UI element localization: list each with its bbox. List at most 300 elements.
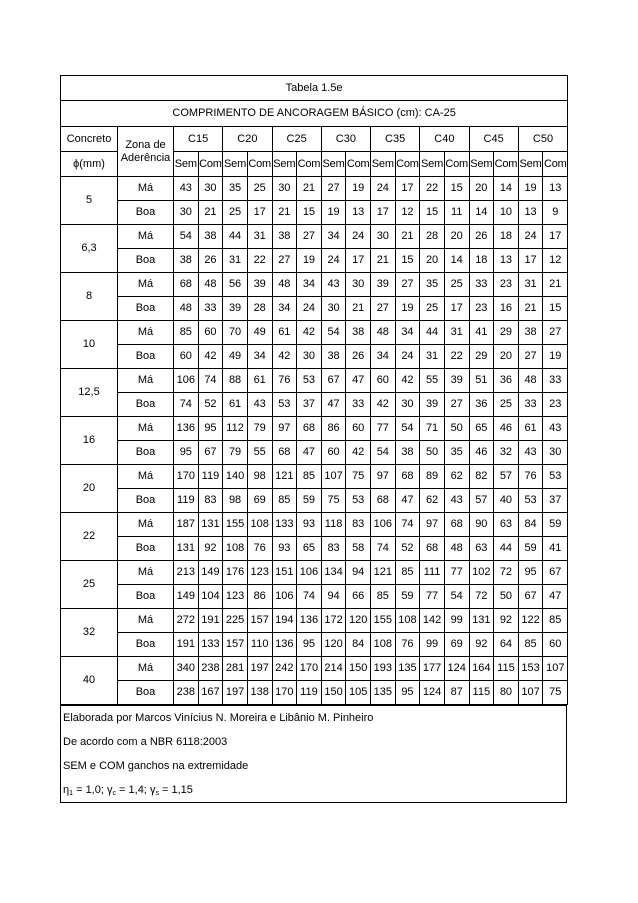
value-cell: 63: [469, 537, 494, 561]
value-cell: 20: [444, 225, 469, 249]
zone-cell: Boa: [118, 489, 174, 513]
table-row: [61, 489, 568, 513]
value-cell: 131: [198, 513, 223, 537]
value-cell: 24: [346, 225, 371, 249]
value-cell: 72: [469, 585, 494, 609]
bar-diameter-cell: 40: [61, 657, 118, 705]
value-cell: 34: [321, 225, 346, 249]
class-header: C15: [174, 127, 223, 152]
value-cell: 30: [371, 225, 396, 249]
value-cell: 164: [469, 657, 494, 681]
value-cell: 39: [371, 273, 396, 297]
value-cell: 38: [174, 249, 199, 273]
value-cell: 131: [469, 609, 494, 633]
value-cell: 54: [321, 321, 346, 345]
table-row: [61, 513, 568, 537]
value-cell: 25: [494, 393, 519, 417]
value-cell: 85: [543, 609, 568, 633]
value-cell: 53: [346, 489, 371, 513]
value-cell: 28: [247, 297, 272, 321]
value-cell: 46: [469, 441, 494, 465]
zone-cell: Má: [118, 369, 174, 393]
value-cell: 62: [444, 465, 469, 489]
zone-cell: Má: [118, 177, 174, 201]
value-cell: 60: [371, 369, 396, 393]
value-cell: 74: [198, 369, 223, 393]
value-cell: 119: [174, 489, 199, 513]
value-cell: 177: [420, 657, 445, 681]
table-row: [61, 225, 568, 249]
value-cell: 72: [494, 561, 519, 585]
value-cell: 74: [297, 585, 322, 609]
value-cell: 13: [494, 249, 519, 273]
value-cell: 40: [494, 489, 519, 513]
zone-cell: Má: [118, 417, 174, 441]
value-cell: 136: [174, 417, 199, 441]
value-cell: 44: [420, 321, 445, 345]
value-cell: 43: [247, 393, 272, 417]
value-cell: 136: [297, 609, 322, 633]
value-cell: 58: [346, 537, 371, 561]
anchorage-table: [60, 75, 568, 705]
value-cell: 157: [247, 609, 272, 633]
value-cell: 85: [371, 585, 396, 609]
value-cell: 59: [297, 489, 322, 513]
value-cell: 74: [174, 393, 199, 417]
value-cell: 29: [494, 321, 519, 345]
value-cell: 46: [494, 417, 519, 441]
value-cell: 121: [371, 561, 396, 585]
value-cell: 106: [272, 585, 297, 609]
zone-cell: Má: [118, 561, 174, 585]
value-cell: 27: [297, 225, 322, 249]
value-cell: 170: [174, 465, 199, 489]
value-cell: 19: [321, 201, 346, 225]
value-cell: 214: [321, 657, 346, 681]
value-cell: 52: [198, 393, 223, 417]
value-cell: 20: [494, 345, 519, 369]
value-cell: 30: [272, 177, 297, 201]
value-cell: 97: [272, 417, 297, 441]
value-cell: 38: [518, 321, 543, 345]
value-cell: 36: [494, 369, 519, 393]
value-cell: 90: [469, 513, 494, 537]
value-cell: 30: [297, 345, 322, 369]
value-cell: 17: [518, 249, 543, 273]
value-cell: 272: [174, 609, 199, 633]
value-cell: 15: [395, 249, 420, 273]
value-cell: 28: [420, 225, 445, 249]
value-cell: 25: [223, 201, 248, 225]
value-cell: 16: [494, 297, 519, 321]
value-cell: 89: [420, 465, 445, 489]
value-cell: 21: [198, 201, 223, 225]
class-header: C45: [469, 127, 518, 152]
value-cell: 56: [223, 273, 248, 297]
sem-header: Sem: [272, 152, 297, 177]
value-cell: 43: [444, 489, 469, 513]
value-cell: 83: [321, 537, 346, 561]
value-cell: 47: [395, 489, 420, 513]
table-row: [61, 537, 568, 561]
com-header: Com: [543, 152, 568, 177]
value-cell: 82: [469, 465, 494, 489]
value-cell: 17: [444, 297, 469, 321]
value-cell: 68: [444, 513, 469, 537]
table-row: [61, 249, 568, 273]
value-cell: 67: [321, 369, 346, 393]
class-header: C25: [272, 127, 321, 152]
value-cell: 123: [247, 561, 272, 585]
value-cell: 61: [223, 393, 248, 417]
value-cell: 85: [395, 561, 420, 585]
value-cell: 133: [272, 513, 297, 537]
value-cell: 133: [198, 633, 223, 657]
value-cell: 15: [297, 201, 322, 225]
value-cell: 65: [469, 417, 494, 441]
value-cell: 27: [371, 297, 396, 321]
class-header: C40: [420, 127, 469, 152]
value-cell: 23: [543, 393, 568, 417]
com-header: Com: [494, 152, 519, 177]
value-cell: 157: [223, 633, 248, 657]
value-cell: 54: [174, 225, 199, 249]
value-cell: 69: [444, 633, 469, 657]
value-cell: 74: [395, 513, 420, 537]
value-cell: 76: [518, 465, 543, 489]
value-cell: 20: [420, 249, 445, 273]
table-row: [61, 585, 568, 609]
value-cell: 85: [174, 321, 199, 345]
value-cell: 17: [543, 225, 568, 249]
value-cell: 35: [223, 177, 248, 201]
gamma-s-symbol: γ: [149, 784, 156, 796]
value-cell: 57: [494, 465, 519, 489]
notes-block: [60, 705, 567, 803]
value-cell: 37: [297, 393, 322, 417]
bar-diameter-cell: 22: [61, 513, 118, 561]
value-cell: 34: [272, 297, 297, 321]
zone-cell: Má: [118, 513, 174, 537]
value-cell: 21: [346, 297, 371, 321]
value-cell: 43: [518, 441, 543, 465]
value-cell: 39: [420, 393, 445, 417]
table-row: [61, 657, 568, 681]
value-cell: 98: [223, 489, 248, 513]
value-cell: 67: [543, 561, 568, 585]
value-cell: 15: [543, 297, 568, 321]
value-cell: 52: [395, 537, 420, 561]
value-cell: 60: [321, 441, 346, 465]
value-cell: 35: [420, 273, 445, 297]
zone-cell: Boa: [118, 201, 174, 225]
value-cell: 26: [469, 225, 494, 249]
value-cell: 170: [272, 681, 297, 705]
value-cell: 42: [371, 393, 396, 417]
sem-header: Sem: [223, 152, 248, 177]
value-cell: 53: [543, 465, 568, 489]
bar-diameter-cell: 32: [61, 609, 118, 657]
value-cell: 18: [469, 249, 494, 273]
value-cell: 14: [494, 177, 519, 201]
value-cell: 20: [469, 177, 494, 201]
value-cell: 63: [494, 513, 519, 537]
value-cell: 87: [444, 681, 469, 705]
value-cell: 30: [174, 201, 199, 225]
value-cell: 194: [272, 609, 297, 633]
value-cell: 135: [371, 681, 396, 705]
value-cell: 60: [543, 633, 568, 657]
value-cell: 22: [247, 249, 272, 273]
value-cell: 79: [247, 417, 272, 441]
value-cell: 47: [297, 441, 322, 465]
value-cell: 21: [272, 201, 297, 225]
value-cell: 99: [444, 609, 469, 633]
value-cell: 172: [321, 609, 346, 633]
value-cell: 59: [518, 537, 543, 561]
value-cell: 47: [321, 393, 346, 417]
phi-header: ϕ(mm): [61, 152, 118, 177]
value-cell: 281: [223, 657, 248, 681]
value-cell: 38: [395, 441, 420, 465]
value-cell: 24: [371, 177, 396, 201]
zone-cell: Má: [118, 273, 174, 297]
bar-diameter-cell: 8: [61, 273, 118, 321]
zone-cell: Boa: [118, 297, 174, 321]
value-cell: 197: [223, 681, 248, 705]
value-cell: 79: [223, 441, 248, 465]
value-cell: 31: [518, 273, 543, 297]
hooks-note: SEM e COM ganchos na extremidade: [63, 760, 249, 772]
value-cell: 75: [543, 681, 568, 705]
value-cell: 47: [543, 585, 568, 609]
value-cell: 15: [444, 177, 469, 201]
zone-cell: Má: [118, 225, 174, 249]
value-cell: 115: [469, 681, 494, 705]
value-cell: 93: [272, 537, 297, 561]
value-cell: 77: [371, 417, 396, 441]
value-cell: 150: [321, 681, 346, 705]
value-cell: 39: [247, 273, 272, 297]
table-row: [61, 273, 568, 297]
value-cell: 68: [272, 441, 297, 465]
value-cell: 151: [272, 561, 297, 585]
value-cell: 242: [272, 657, 297, 681]
value-cell: 24: [297, 297, 322, 321]
value-cell: 17: [346, 249, 371, 273]
value-cell: 30: [346, 273, 371, 297]
value-cell: 32: [494, 441, 519, 465]
value-cell: 44: [223, 225, 248, 249]
value-cell: 86: [247, 585, 272, 609]
value-cell: 134: [321, 561, 346, 585]
value-cell: 149: [198, 561, 223, 585]
value-cell: 47: [346, 369, 371, 393]
value-cell: 85: [297, 465, 322, 489]
zone-cell: Boa: [118, 249, 174, 273]
value-cell: 97: [371, 465, 396, 489]
value-cell: 12: [543, 249, 568, 273]
value-cell: 27: [321, 177, 346, 201]
value-cell: 140: [223, 465, 248, 489]
value-cell: 34: [371, 345, 396, 369]
value-cell: 68: [420, 537, 445, 561]
value-cell: 238: [198, 657, 223, 681]
value-cell: 111: [420, 561, 445, 585]
value-cell: 19: [297, 249, 322, 273]
value-cell: 42: [272, 345, 297, 369]
value-cell: 69: [247, 489, 272, 513]
value-cell: 75: [321, 489, 346, 513]
value-cell: 34: [297, 273, 322, 297]
value-cell: 54: [395, 417, 420, 441]
value-cell: 10: [494, 201, 519, 225]
value-cell: 59: [543, 513, 568, 537]
zone-cell: Má: [118, 657, 174, 681]
value-cell: 176: [223, 561, 248, 585]
bar-diameter-cell: 6,3: [61, 225, 118, 273]
value-cell: 98: [247, 465, 272, 489]
sem-header: Sem: [371, 152, 396, 177]
table-row: [61, 561, 568, 585]
value-cell: 77: [444, 561, 469, 585]
gamma-c-symbol: γ: [106, 784, 113, 796]
value-cell: 21: [395, 225, 420, 249]
zona-aderencia-header: [118, 127, 174, 177]
table-row: [61, 417, 568, 441]
value-cell: 197: [247, 657, 272, 681]
value-cell: 27: [272, 249, 297, 273]
value-cell: 119: [198, 465, 223, 489]
value-cell: 99: [420, 633, 445, 657]
value-cell: 131: [174, 537, 199, 561]
value-cell: 62: [420, 489, 445, 513]
value-cell: 86: [321, 417, 346, 441]
value-cell: 37: [543, 489, 568, 513]
zone-cell: Boa: [118, 633, 174, 657]
value-cell: 92: [494, 609, 519, 633]
value-cell: 48: [174, 297, 199, 321]
value-cell: 48: [518, 369, 543, 393]
com-header: Com: [297, 152, 322, 177]
value-cell: 30: [198, 177, 223, 201]
table-title: Tabela 1.5e: [61, 76, 568, 101]
value-cell: 340: [174, 657, 199, 681]
value-cell: 97: [420, 513, 445, 537]
value-cell: 121: [272, 465, 297, 489]
zone-cell: Boa: [118, 393, 174, 417]
value-cell: 68: [371, 489, 396, 513]
table-row: [61, 465, 568, 489]
value-cell: 106: [297, 561, 322, 585]
value-cell: 104: [198, 585, 223, 609]
value-cell: 59: [395, 585, 420, 609]
value-cell: 24: [518, 225, 543, 249]
value-cell: 41: [469, 321, 494, 345]
value-cell: 106: [174, 369, 199, 393]
value-cell: 65: [297, 537, 322, 561]
value-cell: 33: [469, 273, 494, 297]
com-header: Com: [444, 152, 469, 177]
value-cell: 61: [272, 321, 297, 345]
zone-cell: Boa: [118, 585, 174, 609]
value-cell: 38: [272, 225, 297, 249]
table-row: [61, 321, 568, 345]
value-cell: 94: [321, 585, 346, 609]
value-cell: 25: [247, 177, 272, 201]
sem-header: Sem: [174, 152, 199, 177]
value-cell: 55: [247, 441, 272, 465]
com-header: Com: [346, 152, 371, 177]
value-cell: 13: [518, 201, 543, 225]
value-cell: 53: [272, 393, 297, 417]
com-header: Com: [395, 152, 420, 177]
anchorage-length-sheet: [60, 75, 567, 803]
table-subtitle: COMPRIMENTO DE ANCORAGEM BÁSICO (cm): CA-25: [61, 101, 568, 127]
value-cell: 31: [444, 321, 469, 345]
value-cell: 142: [420, 609, 445, 633]
value-cell: 75: [346, 465, 371, 489]
value-cell: 50: [420, 441, 445, 465]
value-cell: 95: [198, 417, 223, 441]
value-cell: 43: [321, 273, 346, 297]
value-cell: 17: [395, 177, 420, 201]
eta-symbol: η: [63, 784, 70, 796]
value-cell: 93: [297, 513, 322, 537]
value-cell: 19: [395, 297, 420, 321]
value-cell: 84: [518, 513, 543, 537]
author-note: Elaborada por Marcos Vinícius N. Moreira e Libânio M. Pinheiro: [61, 705, 566, 730]
value-cell: 33: [198, 297, 223, 321]
value-cell: 225: [223, 609, 248, 633]
value-cell: 49: [223, 345, 248, 369]
value-cell: 122: [518, 609, 543, 633]
value-cell: 50: [444, 417, 469, 441]
value-cell: 102: [469, 561, 494, 585]
value-cell: 23: [494, 273, 519, 297]
value-cell: 17: [247, 201, 272, 225]
value-cell: 13: [543, 177, 568, 201]
value-cell: 84: [346, 633, 371, 657]
value-cell: 138: [247, 681, 272, 705]
zone-cell: Boa: [118, 345, 174, 369]
value-cell: 22: [444, 345, 469, 369]
value-cell: 74: [371, 537, 396, 561]
value-cell: 19: [543, 345, 568, 369]
value-cell: 51: [469, 369, 494, 393]
bar-diameter-cell: 20: [61, 465, 118, 513]
value-cell: 26: [198, 249, 223, 273]
table-row: [61, 441, 568, 465]
value-cell: 15: [420, 201, 445, 225]
value-cell: 61: [247, 369, 272, 393]
value-cell: 39: [223, 297, 248, 321]
value-cell: 95: [297, 633, 322, 657]
value-cell: 118: [321, 513, 346, 537]
value-cell: 108: [223, 537, 248, 561]
sem-header: Sem: [518, 152, 543, 177]
value-cell: 88: [223, 369, 248, 393]
value-cell: 77: [420, 585, 445, 609]
coefficients-note: $\eta_1 = 1,0$; $\gamma_c = 1,4$; $\gamma_s = 1,15$: [63, 784, 193, 797]
value-cell: 48: [371, 321, 396, 345]
value-cell: 38: [198, 225, 223, 249]
value-cell: 60: [346, 417, 371, 441]
value-cell: 13: [346, 201, 371, 225]
value-cell: 76: [247, 537, 272, 561]
value-cell: 23: [469, 297, 494, 321]
table-row: [61, 681, 568, 705]
